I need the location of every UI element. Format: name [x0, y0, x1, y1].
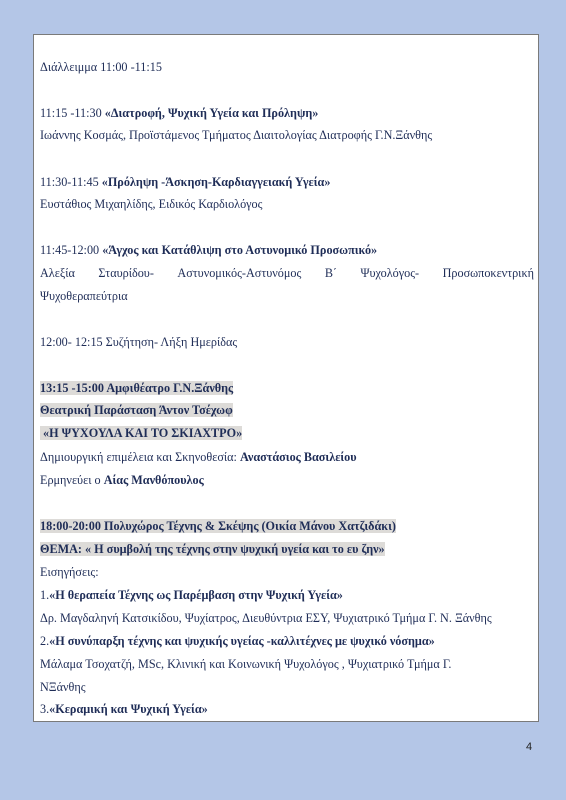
break-time: Διάλλειμμα 11:00 -11:15	[40, 60, 162, 74]
presentation-2-name: «Η συνύπαρξη τέχνης και ψυχικής υγείας -καλλιτέχνες με ψυχικό νόσημα»	[49, 634, 435, 648]
evening-theme: ΘΕΜΑ: « Η συμβολή της τέχνης στην ψυχική υγεία και το ευ ζην»	[40, 542, 385, 556]
theatre-subtitle: Θεατρική Παράσταση Άντον Τσέχωφ	[40, 403, 233, 417]
play-title-line	[40, 425, 534, 441]
evening-heading-line	[40, 518, 534, 534]
talk3-title: «Άγχος και Κατάθλιψη στο Αστυνομικό Προσωπικό»	[102, 243, 378, 257]
actor-label: Ερμηνεύει ο	[40, 473, 104, 487]
speaker-word: Ψυχολόγος-	[360, 266, 420, 280]
director-name: Αναστάσιος Βασιλείου	[239, 450, 357, 464]
actor-credit	[40, 472, 534, 488]
talk3-time: 11:45-12:00	[40, 243, 103, 257]
talk3-speaker-cont: Ψυχοθεραπεύτρια	[40, 289, 128, 303]
speaker-word: Σταυρίδου-	[98, 266, 154, 280]
evening-theme-line	[40, 541, 534, 557]
talk2-time: 11:30-11:45	[40, 175, 102, 189]
talk2-title: «Πρόληψη -Άσκηση-Καρδιαγγειακή Υγεία»	[101, 175, 331, 189]
presentation-3-name: «Κεραμική και Ψυχική Υγεία»	[49, 702, 208, 716]
presentation-1-name: «Η θεραπεία Τέχνης ως Παρέμβαση στην Ψυχική Υγεία»	[49, 588, 343, 602]
talk3-heading	[40, 242, 534, 258]
actor-name: Αίας Μανθόπουλος	[103, 473, 204, 487]
discussion: 12:00- 12:15 Συζήτηση- Λήξη Ημερίδας	[40, 335, 238, 349]
direction-credit	[40, 449, 534, 465]
presentation-3-title	[40, 701, 534, 717]
presentation-2-speaker: Μάλαμα Τσοχατζή, MSc, Κλινική και Κοινωνική Ψυχολόγος , Ψυχιατρικό Τμήμα Γ.	[40, 657, 452, 671]
talk2-speaker: Ευστάθιος Μιχαηλίδης, Ειδικός Καρδιολόγος	[40, 197, 263, 211]
talk1-heading	[40, 105, 534, 121]
talk3-speaker	[40, 265, 534, 281]
talk2-heading	[40, 174, 534, 190]
presentation-1-title	[40, 587, 534, 603]
theatre-subtitle-line	[40, 402, 534, 418]
presentation-1-num: 1.	[40, 588, 50, 602]
theatre-heading-line	[40, 380, 534, 396]
theatre-heading: 13:15 -15:00 Αμφιθέατρο Γ.Ν.Ξάνθης	[40, 381, 234, 395]
talk1-title: «Διατροφή, Ψυχική Υγεία και Πρόληψη»	[104, 106, 319, 120]
speaker-word: Προσωποκεντρική	[442, 266, 534, 280]
talk1-speaker: Ιωάννης Κοσμάς, Προϊστάμενος Τμήματος Διαιτολογίας Διατροφής Γ.Ν.Ξάνθης	[40, 128, 433, 142]
presentation-2-num: 2.	[40, 634, 50, 648]
presentations-label: Εισηγήσεις:	[40, 565, 99, 579]
direction-label: Δημιουργική επιμέλεια και Σκηνοθεσία:	[40, 450, 240, 464]
presentation-3-num: 3.	[40, 702, 50, 716]
speaker-word: Β΄	[324, 266, 337, 280]
speaker-word: Αστυνομικός-Αστυνόμος	[177, 266, 302, 280]
talk1-time: 11:15 -11:30	[40, 106, 105, 120]
speaker-word: Αλεξία	[40, 266, 75, 280]
presentation-1-speaker: Δρ. Μαγδαληνή Κατσικίδου, Ψυχίατρος, Διευθύντρια ΕΣΥ, Ψυχιατρικό Τμήμα Γ. Ν. Ξάνθης	[40, 611, 492, 625]
play-title: «Η ΨΥΧΟΥΛΑ ΚΑΙ ΤΟ ΣΚΙΑΧΤΡΟ»	[40, 426, 242, 440]
page-number: 4	[526, 741, 533, 753]
document-page	[33, 34, 539, 722]
presentation-2-title	[40, 633, 534, 649]
presentation-2-speaker-cont: ΝΞάνθης	[40, 680, 86, 694]
evening-heading: 18:00-20:00 Πολυχώρος Τέχνης & Σκέψης (Οικία Μάνου Χατζιδάκι)	[40, 519, 396, 533]
